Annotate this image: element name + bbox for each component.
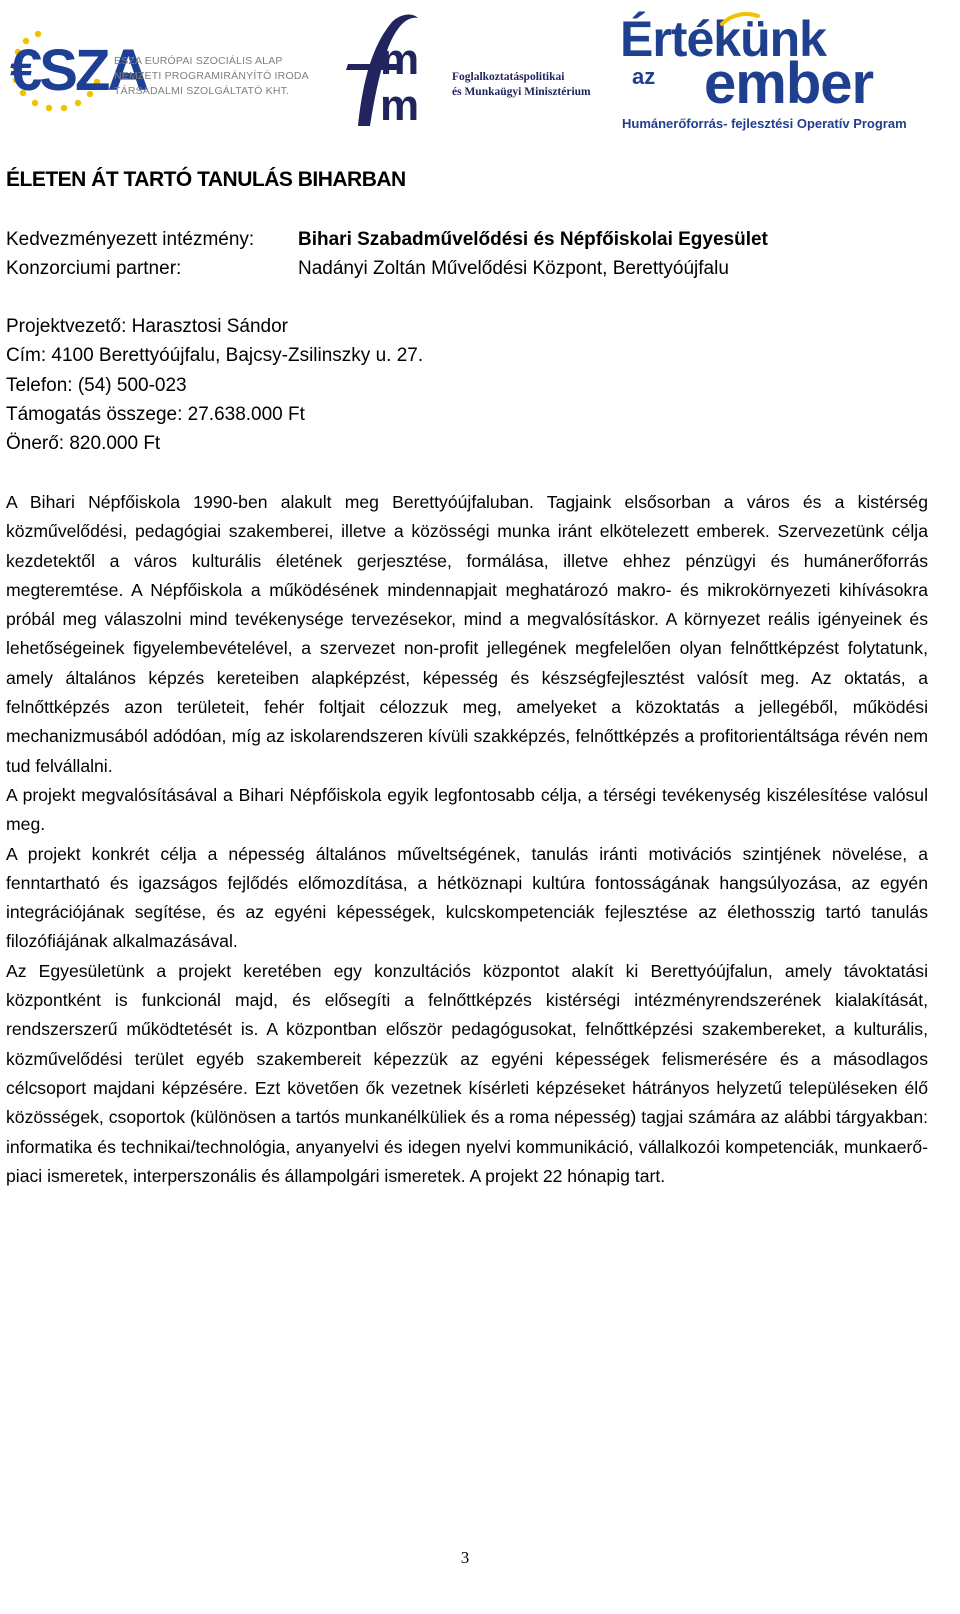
fmm-caption (452, 70, 591, 100)
phone: Telefon: (54) 500-023 (6, 374, 187, 396)
partner-value: Nadányi Zoltán Művelődési Központ, Berettyóújfalu (298, 258, 729, 279)
paragraph: A Bihari Népfőiskola 1990-ben alakult meg Berettyóújfaluban. Tagjaink elsősorban a város és a kistérség közművelődési, pedagógiai szakemberei, illetve a közösségi munka iránt elkötelezett emberek. Szervezetünk célja kezdetektől a város kulturális életének gerjesztése, formálása, illetve ehhez pénzügyi és humánerőforrás megteremtése. A Népfőiskola a működésének mindennapjait meghatározó makro- és mikrokörnyezeti kihívásokra próbál meg válaszolni mind tevékenysége tervezésekor, mind a megvalósításkor. A környezet reális igényeinek és lehetőségeinek figyelembevételével, a szervezet non-profit jellegének megfelelően olyan felnőttképzést folytatunk, amely általános képzés kereteiben alapképzést, képesség és készségfejlesztést valósít meg. Az oktatás, a felnőttképzés azon területeit, fehér foltjait célozzuk meg, amelyeket a közoktatás a jellegéből, működési mechanizmusából adódóan, míg az iskolarendszeren kívüli szakképzés, felnőttképzés a profitorientáltsága révén nem tud felvállalni. (6, 492, 928, 776)
project-info (6, 312, 423, 458)
svg-text:m: m (380, 81, 418, 130)
svg-text:€SZA: €SZA (10, 38, 147, 103)
project-manager: Projektvezető: Harasztosi Sándor (6, 316, 288, 337)
svg-text:m: m (380, 35, 418, 84)
ertek-wordmark-ember: ember (704, 51, 874, 116)
body-text (6, 488, 928, 1191)
esza-caption-line: NEMZETI PROGRAMIRÁNYÍTÓ IRODA (114, 70, 309, 82)
esza-caption (114, 54, 309, 99)
esza-caption-line: ESZA EURÓPAI SZOCIÁLIS ALAP (114, 55, 283, 67)
address: Cím: 4100 Berettyóújfalu, Bajcsy-Zsilinszky u. 27. (6, 345, 424, 367)
fmm-caption-line: és Munkaügyi Minisztérium (452, 86, 591, 98)
fmm-emblem-icon (330, 8, 454, 133)
esza-emblem-icon (2, 8, 147, 128)
logo-strip (0, 0, 960, 138)
ertek-caption: Humánerőforrás- fejlesztési Operatív Program (622, 116, 907, 131)
beneficiary-value: Bihari Szabadművelődési és Népfőiskolai Egyesület (298, 229, 768, 250)
ertek-logo (620, 8, 960, 133)
own-contribution: Önerő: 820.000 Ft (6, 433, 161, 455)
support-amount: Támogatás összege: 27.638.000 Ft (6, 403, 305, 425)
fmm-caption-line: Foglalkoztatáspolitikai (452, 71, 565, 83)
esza-logo (2, 8, 309, 133)
document-title: ÉLETEN ÁT TARTÓ TANULÁS BIHARBAN (6, 168, 406, 191)
fmm-logo (330, 8, 620, 133)
paragraph: A projekt konkrét célja a népesség általános műveltségének, tanulás iránti motivációs szintjének növelése, a fenntartható és igazságos fejlődés előmozdítása, a hétköznapi kultúra fontosságának hangsúlyozása, az egyén integrációjának segítése, és az egyéni képességek, kulcskompetenciák fejlesztése az élethosszig tartó tanulás filozófiájának alkalmazásával. (6, 843, 928, 952)
page-number: 3 (460, 1548, 470, 1567)
ertek-accent-swoosh-icon (720, 10, 760, 28)
ertek-wordmark-az: az (632, 64, 656, 89)
beneficiary-label: Kedvezményezett intézmény: (6, 229, 255, 250)
esza-caption-line: TÁRSADALMI SZOLGÁLTATÓ KHT. (114, 85, 290, 97)
partner-label: Konzorciumi partner: (6, 258, 182, 279)
paragraph: Az Egyesületünk a projekt keretében egy konzultációs központot alakít ki Berettyóújfalun, amely távoktatási központként is funkcionál majd, és elősegíti a felnőttképzés kistérségi intézményrendszerének kialakítását, rendszerszerű működtetését is. A központban először pedagógusokat, felnőttképzési szakembereket, a kulturális, közművelődési terület egyéb szakembereit képezzük az egyéni képességek felismerésére és a másodlagos célcsoport majdani képzésére. Ezt követően ők vezetnek kísérleti képzéseket hátrányos helyzetű településeken élő közösségek, csoportok (különösen a tartós munkanélküliek és a roma népesség) tagjai számára az alábbi tárgyakban: informatika és technikai/technológia, anyanyelvi és idegen nyelvi kommunikáció, vállalkozói kompetenciák, munkaerő-piaci ismeretek, interperszonális és állampolgári ismeretek. A projekt 22 hónapig tart. (6, 960, 928, 1186)
paragraph: A projekt megvalósításával a Bihari Népfőiskola egyik legfontosabb célja, a térségi tevékenység kiszélesítése valósul meg. (6, 784, 928, 835)
ertek-wordmark-line1: Értékünk (620, 11, 826, 67)
